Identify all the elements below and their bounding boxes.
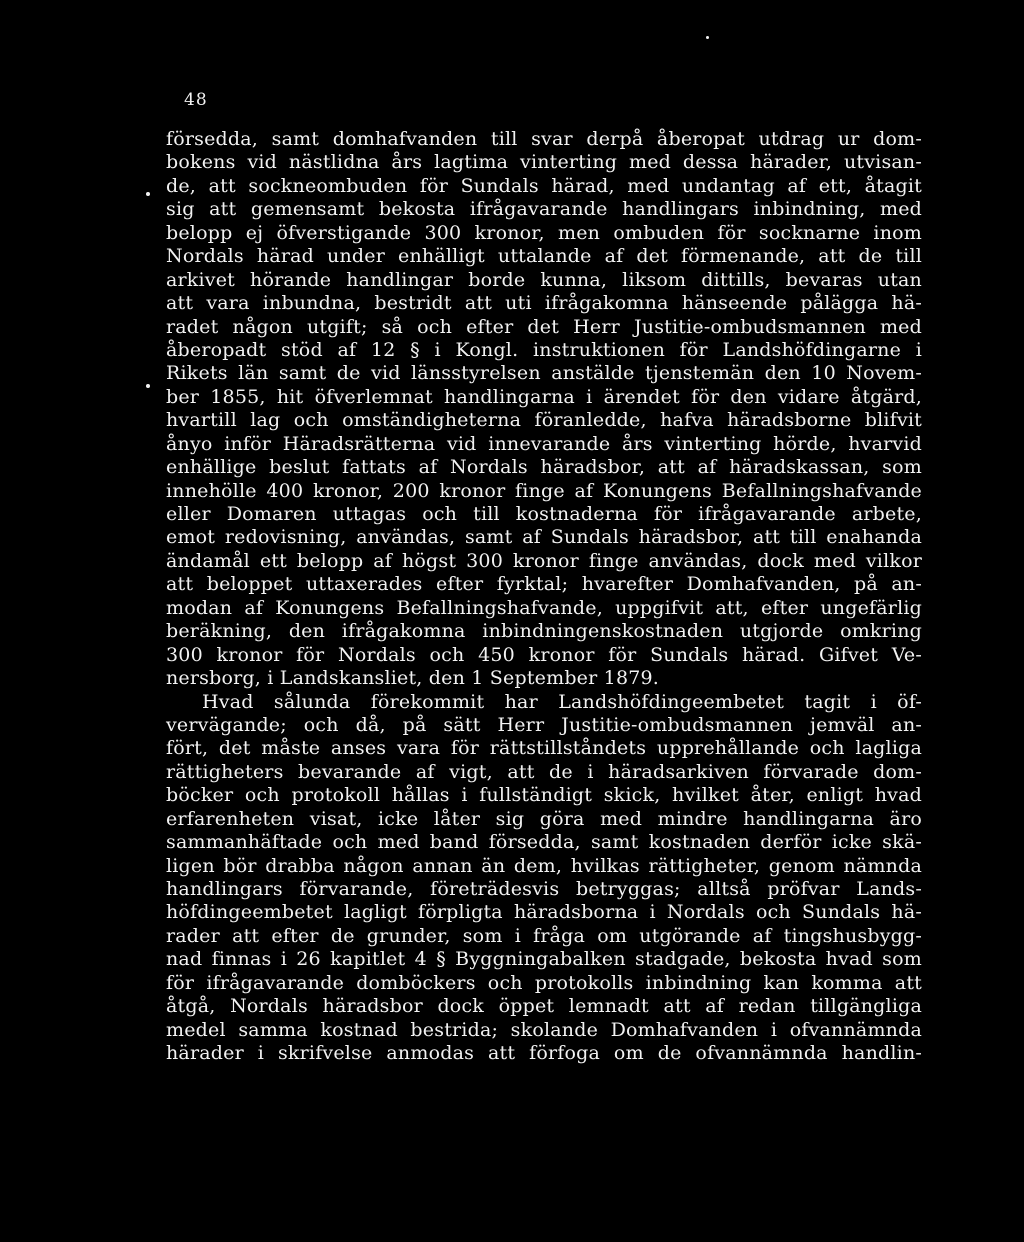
text-line: de, att sockneombuden för Sundals härad, med undantag af ett, åtagit: [166, 174, 922, 197]
text-line: fört, det måste anses vara för rättstillståndets upprehållande och lagliga: [166, 737, 922, 760]
text-line: nad finnas i 26 kapitlet 4 § Byggningabalken stadgade, bekosta hvad som: [166, 948, 922, 971]
margin-speck: [146, 384, 150, 388]
text-line: erfarenheten visat, icke låter sig göra med mindre handlingarna äro: [166, 807, 922, 830]
text-line: ber 1855, hit öfverlemnat handlingarna i ärendet för den vidare åtgärd,: [166, 385, 922, 408]
text-line: ändamål ett belopp af högst 300 kronor finge användas, dock med vilkor: [166, 549, 922, 572]
text-line: nersborg, i Landskansliet, den 1 September 1879.: [166, 667, 660, 690]
margin-speck: [706, 36, 709, 39]
text-line: rättigheters bevarande af vigt, att de i häradsarkiven förvarade dom-: [166, 760, 922, 783]
text-line: härader i skrifvelse anmodas att förfoga om de ofvannämnda handlin-: [166, 1042, 922, 1065]
text-line: ånyo inför Häradsrätterna vid innevarande års vinterting hörde, hvarvid: [166, 432, 922, 455]
text-line: sammanhäftade och med band försedda, samt kostnaden derför icke skä-: [166, 831, 922, 854]
text-line: belopp ej öfverstigande 300 kronor, men ombuden för socknarne inom: [166, 221, 922, 244]
text-line: hvartill lag och omständigheterna föranledde, hafva häradsborne blifvit: [166, 409, 922, 432]
text-line: innehölle 400 kronor, 200 kronor finge af Konungens Befallningshafvande: [166, 479, 922, 502]
text-line: emot redovisning, användas, samt af Sundals häradsbor, att till enahanda: [166, 526, 922, 549]
page-number: 48: [184, 90, 208, 110]
text-line: höfdingeembetet lagligt förpligta häradsborna i Nordals och Sundals hä-: [166, 901, 922, 924]
body-text: [166, 128, 922, 1066]
text-line: rader att efter de grunder, som i fråga om utgörande af tingshusbygg-: [166, 924, 922, 947]
text-line: beräkning, den ifrågakomna inbindningenskostnaden utgjorde omkring: [166, 620, 922, 643]
text-line: bokens vid nästlidna års lagtima vinterting med dessa härader, utvisan-: [166, 151, 922, 174]
text-line: arkivet hörande handlingar borde kunna, liksom dittills, bevaras utan: [166, 268, 922, 291]
text-line: att beloppet uttaxerades efter fyrktal; hvarefter Domhafvanden, på an-: [166, 573, 922, 596]
text-line: handlingars förvarande, företrädesvis betryggas; alltså pröfvar Lands-: [166, 878, 922, 900]
text-line: böcker och protokoll hållas i fullständigt skick, hvilket åter, enligt hvad: [166, 784, 922, 807]
text-line: åberopadt stöd af 12 § i Kongl. instruktionen för Landshöfdingarne i: [166, 338, 922, 361]
text-line: eller Domaren uttagas och till kostnaderna för ifrågavarande arbete,: [166, 503, 922, 525]
text-line: enhällige beslut fattats af Nordals häradsbor, att af häradskassan, som: [166, 456, 922, 479]
text-line: modan af Konungens Befallningshafvande, uppgifvit att, efter ungefärlig: [166, 596, 922, 619]
text-line: vervägande; och då, på sätt Herr Justitie-ombudsmannen jemväl an-: [166, 713, 922, 736]
text-line: att vara inbundna, bestridt att uti ifrågakomna hänseende pålägga hä-: [166, 292, 922, 315]
text-line: åtgå, Nordals häradsbor dock öppet lemnadt att af redan tillgängliga: [166, 995, 922, 1018]
text-line: Rikets län samt de vid länsstyrelsen anstälde tjenstemän den 10 Novem-: [166, 362, 922, 385]
text-line: för ifrågavarande domböckers och protokolls inbindning kan komma att: [166, 971, 922, 994]
text-line: Nordals härad under enhälligt uttalande af det förmenande, att de till: [166, 245, 922, 268]
paragraph-start-line: Hvad sålunda förekommit har Landshöfdingeembetet tagit i öf-: [202, 690, 922, 713]
text-line: ligen bör drabba någon annan än dem, hvilkas rättigheter, genom nämnda: [166, 854, 922, 877]
margin-speck: [146, 192, 150, 196]
text-line: sig att gemensamt bekosta ifrågavarande handlingars inbindning, med: [166, 198, 922, 221]
text-line: försedda, samt domhafvanden till svar derpå åberopat utdrag ur dom-: [166, 128, 922, 150]
text-line: radet någon utgift; så och efter det Herr Justitie-ombudsmannen med: [166, 315, 922, 338]
text-line: 300 kronor för Nordals och 450 kronor för Sundals härad. Gifvet Ve-: [166, 643, 922, 666]
text-line: medel samma kostnad bestrida; skolande Domhafvanden i ofvannämnda: [166, 1018, 922, 1041]
